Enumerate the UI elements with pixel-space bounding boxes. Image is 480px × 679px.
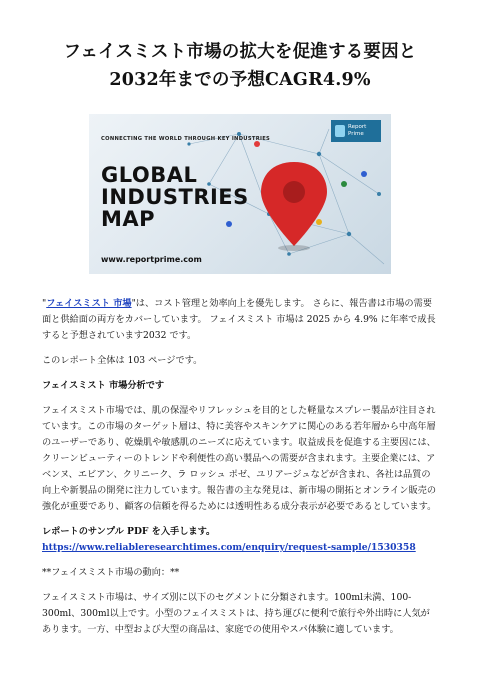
market-link[interactable]: フェイスミスト 市場 — [46, 298, 132, 309]
banner-headline — [101, 164, 249, 230]
banner-headline-2: INDUSTRIES — [101, 185, 249, 209]
article-body — [42, 296, 438, 638]
logo-text-2: Prime — [348, 131, 364, 137]
intro-paragraph — [42, 296, 438, 344]
banner-headline-3: MAP — [101, 207, 156, 231]
map-pin-icon — [261, 162, 327, 251]
page-count-line: このレポート全体は 103 ページです。 — [42, 355, 203, 366]
analysis-heading: フェイスミスト 市場分析です — [42, 380, 165, 391]
trend-heading: **フェイスミスト市場の動向：** — [42, 567, 180, 578]
title-line-1: フェイスミスト市場の拡大を促進する要因と — [63, 42, 417, 62]
intro-text: "は、コスト管理と効率向上を優先します。 さらに、報告書は市場の需要面と供給面の両方をカバーしています。 フェイスミスト 市場は 2025 から 4.9% に年率で成長すると予想されています2032 です。 — [42, 298, 436, 341]
report-prime-logo — [331, 120, 381, 142]
title-line-2: 2032年までの予想CAGR4.9% — [109, 70, 371, 90]
sample-request-link[interactable]: https://www.reliableresearchtimes.com/enquiry/request-sample/1530358 — [42, 542, 416, 553]
banner-website: www.reportprime.com — [101, 255, 202, 264]
analysis-paragraph: フェイスミスト市場では、肌の保湿やリフレッシュを目的とした軽量なスプレー製品が注目されています。この市場のターゲット層は、特に美容やスキンケアに関心のある若年層から中高年層のユーザーであり、乾燥肌や敏感肌のニーズに応えています。収益成長を促進する主要因には、クリーンビューティーのトレンドや利便性の高い製品への需要が含まれます。主要企業には、アベンヌ、エビアン、クリニーク、ラ ロッシュ ポゼ、ユリアージュなどが含まれ、各社は品質の向上や新製品の開発に注力しています。報告書の主な発見は、新市場の開拓とオンライン販売の強化が重要であり、顧客の信頼を得るためには透明性ある成分表示が必要であるとしています。 — [42, 405, 437, 512]
segment-paragraph: フェイスミスト市場は、サイズ別に以下のセグメントに分類されます。100ml未満、100-300ml、300ml以上です。小型のフェイスミストは、持ち運びに便利で旅行や外出時に人気があります。一方、中型および大型の商品は、家庭での使用やスパ体験に適しています。 — [42, 592, 430, 635]
logo-icon — [335, 125, 345, 137]
sample-request-line — [42, 524, 438, 556]
sample-label: レポートのサンプル PDF を入手します。 — [42, 526, 216, 537]
banner-tagline: CONNECTING THE WORLD THROUGH KEY INDUSTRIES — [101, 136, 271, 142]
logo-text-1: Report — [348, 124, 367, 130]
page-title — [42, 0, 438, 94]
quote-mark: " — [42, 298, 47, 309]
banner-headline-1: GLOBAL — [101, 163, 198, 187]
hero-banner-image — [89, 114, 391, 274]
